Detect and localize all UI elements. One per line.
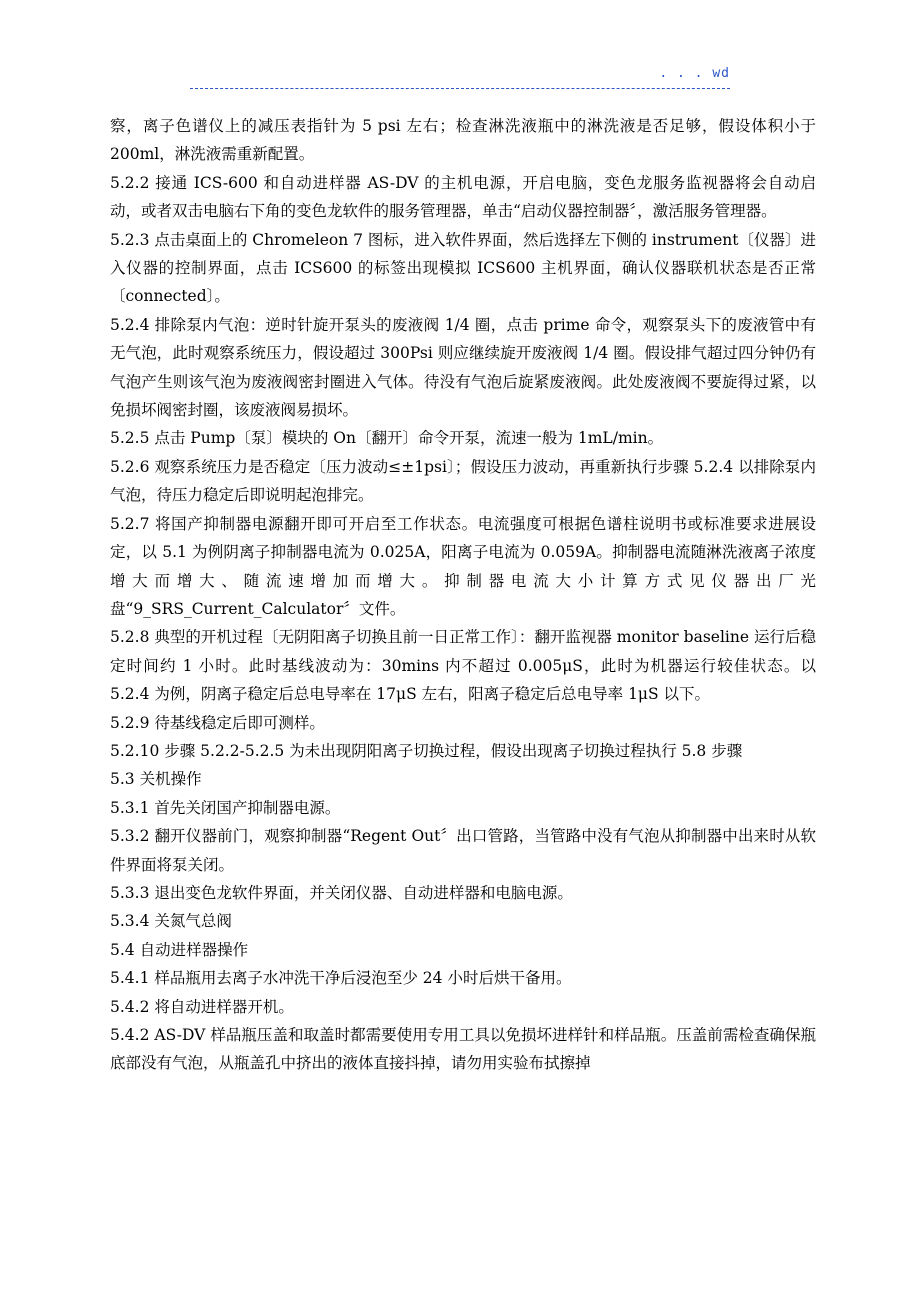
page-header (190, 66, 730, 89)
paragraph: 5.2.4 排除泵内气泡：逆时针旋开泵头的废液阀 1/4 圈，点击 prime 命令，观察泵头下的废液管中有无气泡，此时观察系统压力，假设超过 300Psi 则应继续旋开废液阀 1/4 圈。假设排气超过四分钟仍有气泡产生则该气泡为废液阀密封圈进入气体。待没有气泡后旋紧废液阀。此处废液阀不要旋得过紧，以免损坏阀密封圈，该废液阀易损坏。 (110, 315, 816, 420)
section-heading: 5.3 关机操作 (110, 770, 202, 789)
paragraph: 5.2.10 步骤 5.2.2-5.2.5 为未出现阴阳离子切换过程，假设出现离子切换过程执行 5.8 步骤 (110, 741, 743, 760)
paragraph: 5.2.2 接通 ICS-600 和自动进样器 AS-DV 的主机电源，开启电脑，变色龙服务监视器将会自动启动，或者双击电脑右下角的变色龙软件的服务管理器，单击“启动仪器控制器〞，激活服务管理器。 (110, 173, 816, 221)
paragraph: 5.4.2 AS-DV 样品瓶压盖和取盖时都需要使用专用工具以免损坏进样针和样品瓶。压盖前需检查确保瓶底部没有气泡，从瓶盖孔中挤出的液体直接抖掉，请勿用实验布拭擦掉 (110, 1026, 816, 1073)
section-heading: 5.4 自动进样器操作 (110, 940, 249, 959)
paragraph: 5.2.6 观察系统压力是否稳定〔压力波动≤±1psi〕；假设压力波动，再重新执行步骤 5.2.4 以排除泵内气泡，待压力稳定后即说明起泡排完。 (110, 457, 816, 505)
paragraph: 5.2.3 点击桌面上的 Chromeleon 7 图标，进入软件界面，然后选择左下侧的 instrument〔仪器〕进入仪器的控制界面，点击 ICS600 的标签出现模拟 ICS600 主机界面，确认仪器联机状态是否正常〔connected〕。 (110, 230, 816, 306)
paragraph: 5.3.1 首先关闭国产抑制器电源。 (110, 798, 341, 817)
document-body (110, 112, 816, 1078)
paragraph: 5.2.7 将国产抑制器电源翻开即可开启至工作状态。电流强度可根据色谱柱说明书或标准要求进展设定，以 5.1 为例阴离子抑制器电流为 0.025A，阳离子电流为 0.059A。抑制器电流随淋洗液离子浓度增大而增大、随流速增加而增大。抑制器电流大小计算方式见仪器出厂光盘“9_SRS_Current_Calculator〞文件。 (110, 514, 816, 618)
paragraph: 5.4.1 样品瓶用去离子水冲洗干净后浸泡至少 24 小时后烘干备用。 (110, 969, 572, 988)
paragraph: 5.3.3 退出变色龙软件界面，并关闭仪器、自动进样器和电脑电源。 (110, 883, 573, 902)
paragraph: 5.3.2 翻开仪器前门，观察抑制器“Regent Out〞出口管路，当管路中没有气泡从抑制器中出来时从软件界面将泵关闭。 (110, 827, 816, 874)
paragraph: 5.3.4 关氮气总阀 (110, 912, 232, 931)
paragraph: 5.4.2 将自动进样器开机。 (110, 997, 294, 1016)
paragraph: 察，离子色谱仪上的减压表指针为 5 psi 左右；检查淋洗液瓶中的淋洗液是否足够，假设体积小于 200ml，淋洗液需重新配置。 (110, 117, 816, 164)
paragraph: 5.2.5 点击 Pump〔泵〕模块的 On〔翻开〕命令开泵，流速一般为 1mL/min。 (110, 429, 664, 448)
paragraph: 5.2.8 典型的开机过程〔无阴阳离子切换且前一日正常工作〕：翻开监视器 monitor baseline 运行后稳定时间约 1 小时。此时基线波动为：30mins 内不超过 0.005μS，此时为机器运行较佳状态。以 5.2.4 为例，阴离子稳定后总电导率在 17μS 左右，阳离子稳定后总电导率 1μS 以下。 (110, 628, 816, 704)
header-mark: . . . wd (659, 66, 730, 81)
paragraph: 5.2.9 待基线稳定后即可测样。 (110, 713, 325, 732)
